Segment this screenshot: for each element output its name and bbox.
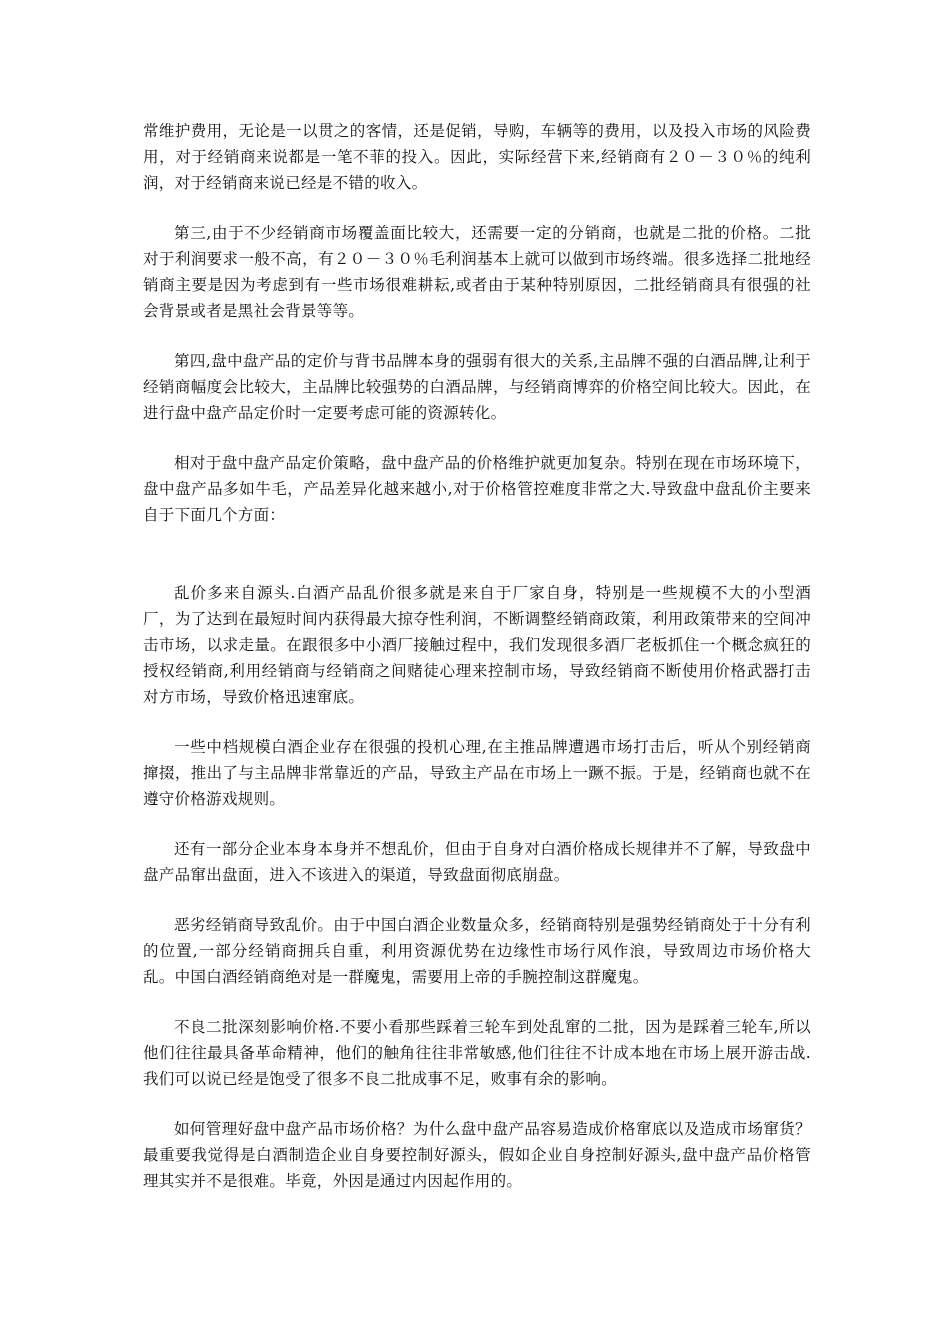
document-body	[143, 118, 811, 1218]
paragraph-continued-costs: 常维护费用，无论是一以贯之的客情，还是促销，导购，车辆等的费用，以及投入市场的风险费用，对于经销商来说都是一笔不菲的投入。因此，实际经营下来,经销商有２０－３０％的纯利润，对于经销商来说已经是不错的收入。	[143, 122, 811, 192]
paragraph-unintended-chaos: 还有一部分企业本身本身并不想乱价，但由于自身对白酒价格成长规律并不了解，导致盘中盘产品窜出盘面，进入不该进入的渠道，导致盘面彻底崩盘。	[143, 840, 811, 884]
paragraph-source-chaos: 乱价多来自源头.白酒产品乱价很多就是来自于厂家自身，特别是一些规模不大的小型酒厂，为了达到在最短时间内获得最大掠夺性利润，不断调整经销商政策，利用政策带来的空间冲击市场，以求走量。在跟很多中小酒厂接触过程中，我们发现很多酒厂老板抓住一个概念疯狂的授权经销商,利用经销商与经销商之间赌徒心理来控制市场，导致经销商不断使用价格武器打击对方市场，导致价格迅速窜底。	[143, 584, 811, 706]
paragraph-bad-distributors: 恶劣经销商导致乱价。由于中国白酒企业数量众多，经销商特别是强势经销商处于十分有利的位置,一部分经销商拥兵自重，利用资源优势在边缘性市场行风作浪，导致周边市场价格大乱。中国白酒经销商绝对是一群魔鬼，需要用上帝的手腕控制这群魔鬼。	[143, 916, 811, 986]
paragraph-price-maintenance: 相对于盘中盘产品定价策略，盘中盘产品的价格维护就更加复杂。特别在现在市场环境下，盘中盘产品多如牛毛，产品差异化越来越小,对于价格管控难度非常之大.导致盘中盘乱价主要来自于下面几个方面：	[143, 454, 811, 524]
paragraph-conclusion: 如何管理好盘中盘产品市场价格？为什么盘中盘产品容易造成价格窜底以及造成市场窜货？最重要我觉得是白酒制造企业自身要控制好源头，假如企业自身控制好源头,盘中盘产品价格管理其实并不是很难。毕竟，外因是通过内因起作用的。	[143, 1120, 811, 1190]
paragraph-speculation: 一些中档规模白酒企业存在很强的投机心理,在主推品牌遭遇市场打击后，听从个别经销商撺掇，推出了与主品牌非常靠近的产品，导致主产品在市场上一蹶不振。于是，经销商也就不在遵守价格游戏规则。	[143, 738, 811, 808]
paragraph-bad-wholesalers: 不良二批深刻影响价格.不要小看那些踩着三轮车到处乱窜的二批，因为是踩着三轮车,所以他们往往最具备革命精神，他们的触角往往非常敏感,他们往往不计成本地在市场上展开游击战.我们可以说已经是饱受了很多不良二批成事不足，败事有余的影响。	[143, 1018, 811, 1088]
paragraph-fourth-point: 第四,盘中盘产品的定价与背书品牌本身的强弱有很大的关系,主品牌不强的白酒品牌,让利于经销商幅度会比较大，主品牌比较强势的白酒品牌，与经销商博弈的价格空间比较大。因此，在进行盘中盘产品定价时一定要考虑可能的资源转化。	[143, 352, 811, 422]
paragraph-third-point: 第三,由于不少经销商市场覆盖面比较大，还需要一定的分销商，也就是二批的价格。二批对于利润要求一般不高，有２０－３０％毛利润基本上就可以做到市场终端。很多选择二批地经销商主要是因为考虑到有一些市场很难耕耘,或者由于某种特别原因，二批经销商具有很强的社会背景或者是黑社会背景等等。	[143, 224, 811, 320]
